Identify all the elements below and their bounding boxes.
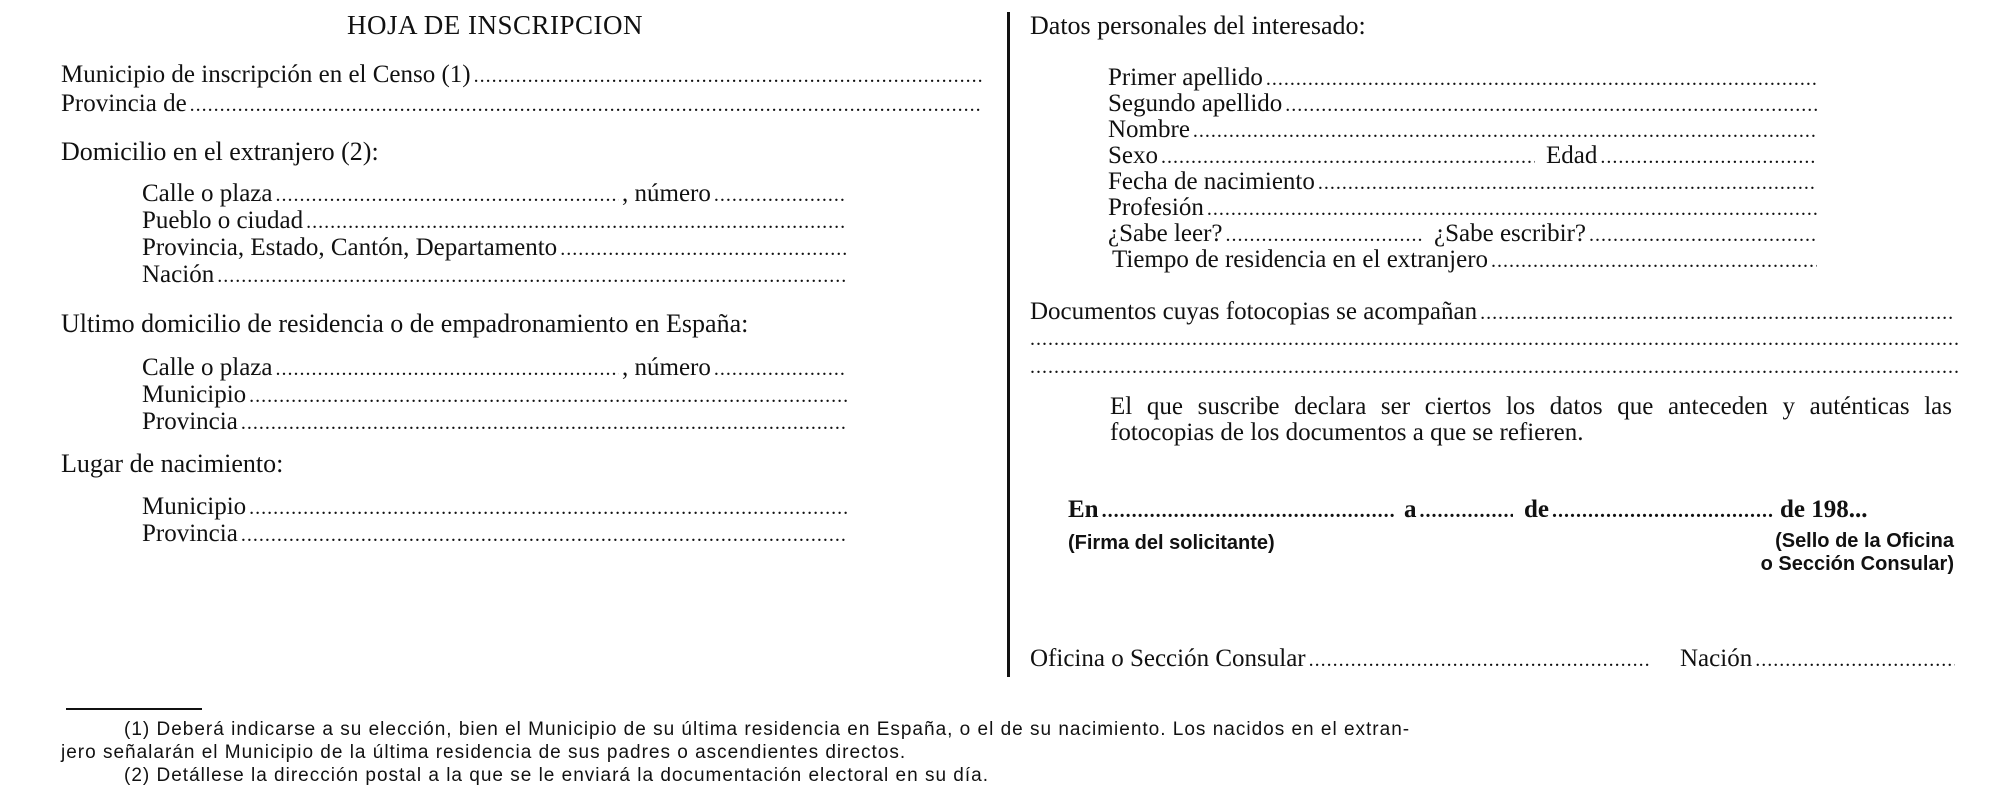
footnote-1-line-2: jero señalarán el Municipio de la última residencia de sus padres o ascendientes directos.: [61, 742, 907, 763]
month-field[interactable]: [1524, 496, 1776, 525]
documents-extra-line-1[interactable]: [1030, 326, 1958, 353]
spain-municipality-field[interactable]: [142, 381, 850, 410]
foreign-street-row: [142, 180, 850, 207]
field-label: Nación: [142, 261, 215, 288]
year-label[interactable]: de 198...: [1780, 496, 1868, 523]
footnote-1-line-1: (1) Deberá indicarse a su elección, bien el Municipio de su última residencia en España, o el de su nacimiento. Los nacidos en el extran-: [124, 719, 1411, 740]
foreign-number-field[interactable]: [622, 180, 850, 209]
field-label: Nación: [1680, 645, 1753, 672]
consular-office-field[interactable]: [1030, 645, 1654, 674]
profession-field[interactable]: [1108, 194, 1820, 223]
first-surname-field[interactable]: [1108, 64, 1820, 93]
spain-street-field[interactable]: [142, 354, 622, 383]
footnote-2: (2) Detállese la dirección postal a la que se le enviará la documentación electoral en su día.: [124, 765, 990, 786]
seal-caption-line-2: o Sección Consular): [1760, 553, 1954, 575]
birth-municipality-field[interactable]: [142, 493, 850, 522]
column-divider: [1007, 12, 1010, 677]
personal-data-heading: Datos personales del interesado:: [1030, 11, 1366, 40]
birthplace-heading: Lugar de nacimiento:: [61, 449, 284, 478]
read-write-row: [1108, 220, 1820, 247]
field-label: Calle o plaza: [142, 354, 273, 381]
signature-caption: (Firma del solicitante): [1068, 532, 1275, 554]
field-label: Nombre: [1108, 116, 1190, 143]
foreign-nation-field[interactable]: [142, 261, 850, 290]
field-label: Oficina o Sección Consular: [1030, 645, 1306, 672]
field-label: Municipio de inscripción en el Censo (1): [61, 61, 471, 88]
field-label: Provincia: [142, 408, 238, 435]
declaration-text: El que suscribe declara ser ciertos los datos que anteceden y auténticas las fotocopias de los documentos a que se refieren.: [1110, 393, 1952, 446]
field-label: Fecha de nacimiento: [1108, 168, 1315, 195]
name-field[interactable]: [1108, 116, 1820, 145]
field-label: Provincia, Estado, Cantón, Departamento: [142, 234, 558, 261]
field-label: Primer apellido: [1108, 64, 1263, 91]
field-label: En: [1068, 496, 1099, 523]
residence-time-field[interactable]: [1112, 246, 1820, 275]
census-municipality-field[interactable]: [61, 61, 985, 90]
documents-field[interactable]: [1030, 298, 1958, 327]
last-address-heading: Ultimo domicilio de residencia o de empadronamiento en España:: [61, 309, 749, 338]
field-label: ¿Sabe leer?: [1108, 220, 1223, 247]
field-label: Provincia de: [61, 90, 187, 117]
foreign-town-field[interactable]: [142, 207, 850, 236]
field-label: Pueblo o ciudad: [142, 207, 304, 234]
field-label: , número: [622, 354, 711, 381]
foreign-region-field[interactable]: [142, 234, 850, 263]
footnote-rule: [66, 708, 202, 710]
day-field[interactable]: [1404, 496, 1516, 525]
second-surname-field[interactable]: [1108, 90, 1820, 119]
spain-street-row: [142, 354, 850, 381]
form-title: HOJA DE INSCRIPCION: [347, 10, 644, 40]
sex-age-row: [1108, 142, 1820, 169]
seal-caption-line-1: (Sello de la Oficina: [1775, 530, 1954, 552]
field-label: Edad: [1546, 142, 1598, 169]
documents-extra-line-2[interactable]: [1030, 354, 1958, 381]
field-label: Segundo apellido: [1108, 90, 1283, 117]
place-field[interactable]: [1068, 496, 1398, 525]
field-label: Sexo: [1108, 142, 1158, 169]
field-label: Profesión: [1108, 194, 1204, 221]
field-label: Documentos cuyas fotocopias se acompañan: [1030, 298, 1478, 325]
field-label: Municipio: [142, 493, 247, 520]
field-label: , número: [622, 180, 711, 207]
sex-field[interactable]: [1108, 142, 1538, 171]
office-row: [1030, 645, 1958, 673]
field-label: a: [1404, 496, 1417, 523]
can-write-field[interactable]: [1434, 220, 1820, 249]
field-label: Municipio: [142, 381, 247, 408]
office-nation-field[interactable]: [1680, 645, 1958, 674]
field-label: Provincia: [142, 520, 238, 547]
foreign-address-heading: Domicilio en el extranjero (2):: [61, 137, 379, 166]
field-label: Tiempo de residencia en el extranjero: [1112, 246, 1489, 273]
spain-province-field[interactable]: [142, 408, 850, 437]
province-field[interactable]: [61, 90, 985, 119]
can-read-field[interactable]: [1108, 220, 1426, 249]
birth-province-field[interactable]: [142, 520, 850, 549]
field-label: ¿Sabe escribir?: [1434, 220, 1587, 247]
age-field[interactable]: [1546, 142, 1820, 171]
place-date-row: [1068, 496, 1950, 524]
birth-date-field[interactable]: [1108, 168, 1820, 197]
field-label: Calle o plaza: [142, 180, 273, 207]
spain-number-field[interactable]: [622, 354, 850, 383]
foreign-street-field[interactable]: [142, 180, 622, 209]
field-label: de: [1524, 496, 1549, 523]
